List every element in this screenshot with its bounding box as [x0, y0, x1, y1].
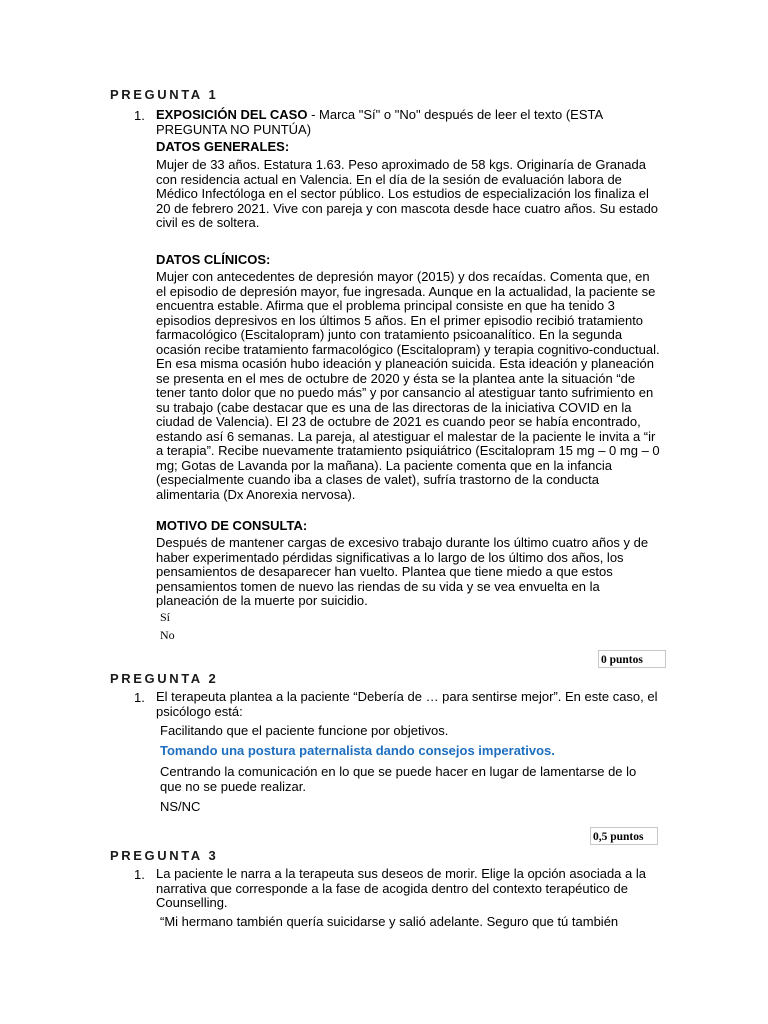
answer-option-2-selected[interactable]: Tomando una postura paternalista dando consejos imperativos. [160, 743, 555, 758]
question-1-heading: PREGUNTA 1 [110, 87, 219, 102]
question-3-text: La paciente le narra a la terapeuta sus deseos de morir. Elige la opción asociada a la narrativa que corresponde a la fase de acogida dentro del contexto terapéutico de Counselling. [156, 866, 646, 910]
question-2-score: 0,5 puntos [590, 827, 658, 845]
answer-option-no[interactable]: No [160, 628, 175, 642]
answer-option-3[interactable]: Centrando la comunicación en lo que se puede hacer en lugar de lamentarse de lo que no se puede realizar. [160, 764, 637, 794]
consult-motive-text: Después de mantener cargas de excesivo trabajo durante los último cuatro años y de haber experimentado pérdidas significativas a lo largo de los último dos años, los pensamientos de desaparecer han vuelto. Plantea que tiene miedo a que estos pensamientos tomen de nuevo las riendas de su vida y se vea envuelta en la planeación de la muerte por suicidio. [156, 535, 649, 608]
question-3-heading: PREGUNTA 3 [110, 848, 219, 863]
question-1-number: 1. [134, 108, 145, 123]
general-data-heading: DATOS GENERALES: [156, 139, 290, 154]
consult-motive-heading: MOTIVO DE CONSULTA: [156, 518, 308, 533]
question-2-text: El terapeuta plantea a la paciente “Debería de … para sentirse mejor”. En este caso, el psicólogo está: [156, 689, 658, 719]
answer-option-quote[interactable]: “Mi hermano también quería suicidarse y salió adelante. Seguro que tú también [160, 914, 619, 929]
general-data-text: Mujer de 33 años. Estatura 1.63. Peso aproximado de 58 kgs. Originaría de Granada con residencia actual en Valencia. En el día de la sesión de evaluación labora de Médico Infectóloga en el sector público. Los estudios de especialización los finaliza el 20 de febrero 2021. Vive con pareja y con mascota desde hace cuatro años. Su estado civil es de soltera. [156, 157, 659, 230]
clinical-data-text: Mujer con antecedentes de depresión mayor (2015) y dos recaídas. Comenta que, en el episodio de depresión mayor, fue ingresada. Aunque en la actualidad, la paciente se encuentra estable. Afirma que el problema principal consiste en que ha tenido 3 episodios depresivos en los últimos 5 años. En el primer episodio recibió tratamiento farmacológico (Escitalopram) junto con tratamiento psicoanalítico. En la segunda ocasión recibe tratamiento farmacológico (Escitalopram) y terapia cognitivo-conductual. En esa misma ocasión hubo ideación y planeación suicida. Esta ideación y planeación se presenta en el mes de octubre de 2020 y ésta se la plantea ante la situación “de tener tanto dolor que no puedo más” y por cansancio al atestiguar tanto sufrimiento en su trabajo (cabe destacar que es una de las directoras de la iniciativa COVID en la ciudad de Valencia). El 23 de octubre de 2021 es cuando peor se había encontrado, estando así 6 semanas. La pareja, al atestiguar el malestar de la paciente le invita a “ir a terapia”. Recibe nuevamente tratamiento psiquiátrico (Escitalopram 15 mg – 0 mg – 0 mg; Gotas de Lavanda por la mañana). La paciente comenta que en la infancia (especialmente cuando iba a clases de valet), sufría trastorno de la conducta alimentaria (Dx Anorexia nervosa). [156, 269, 660, 502]
clinical-data-heading: DATOS CLÍNICOS: [156, 252, 271, 267]
question-2-heading: PREGUNTA 2 [110, 671, 219, 686]
answer-option-yes[interactable]: Sí [160, 610, 171, 624]
question-3-number: 1. [134, 867, 145, 882]
case-title-rest: - Marca "Sí" o "No" después de leer el texto (ESTA PREGUNTA NO PUNTÚA) [156, 107, 603, 137]
question-1-title [156, 108, 662, 137]
answer-option-4[interactable]: NS/NC [160, 799, 201, 814]
question-2-number: 1. [134, 690, 145, 705]
answer-option-1[interactable]: Facilitando que el paciente funcione por objetivos. [160, 723, 449, 738]
question-1-score: 0 puntos [598, 650, 666, 668]
case-title-bold: EXPOSICIÓN DEL CASO [156, 107, 308, 122]
